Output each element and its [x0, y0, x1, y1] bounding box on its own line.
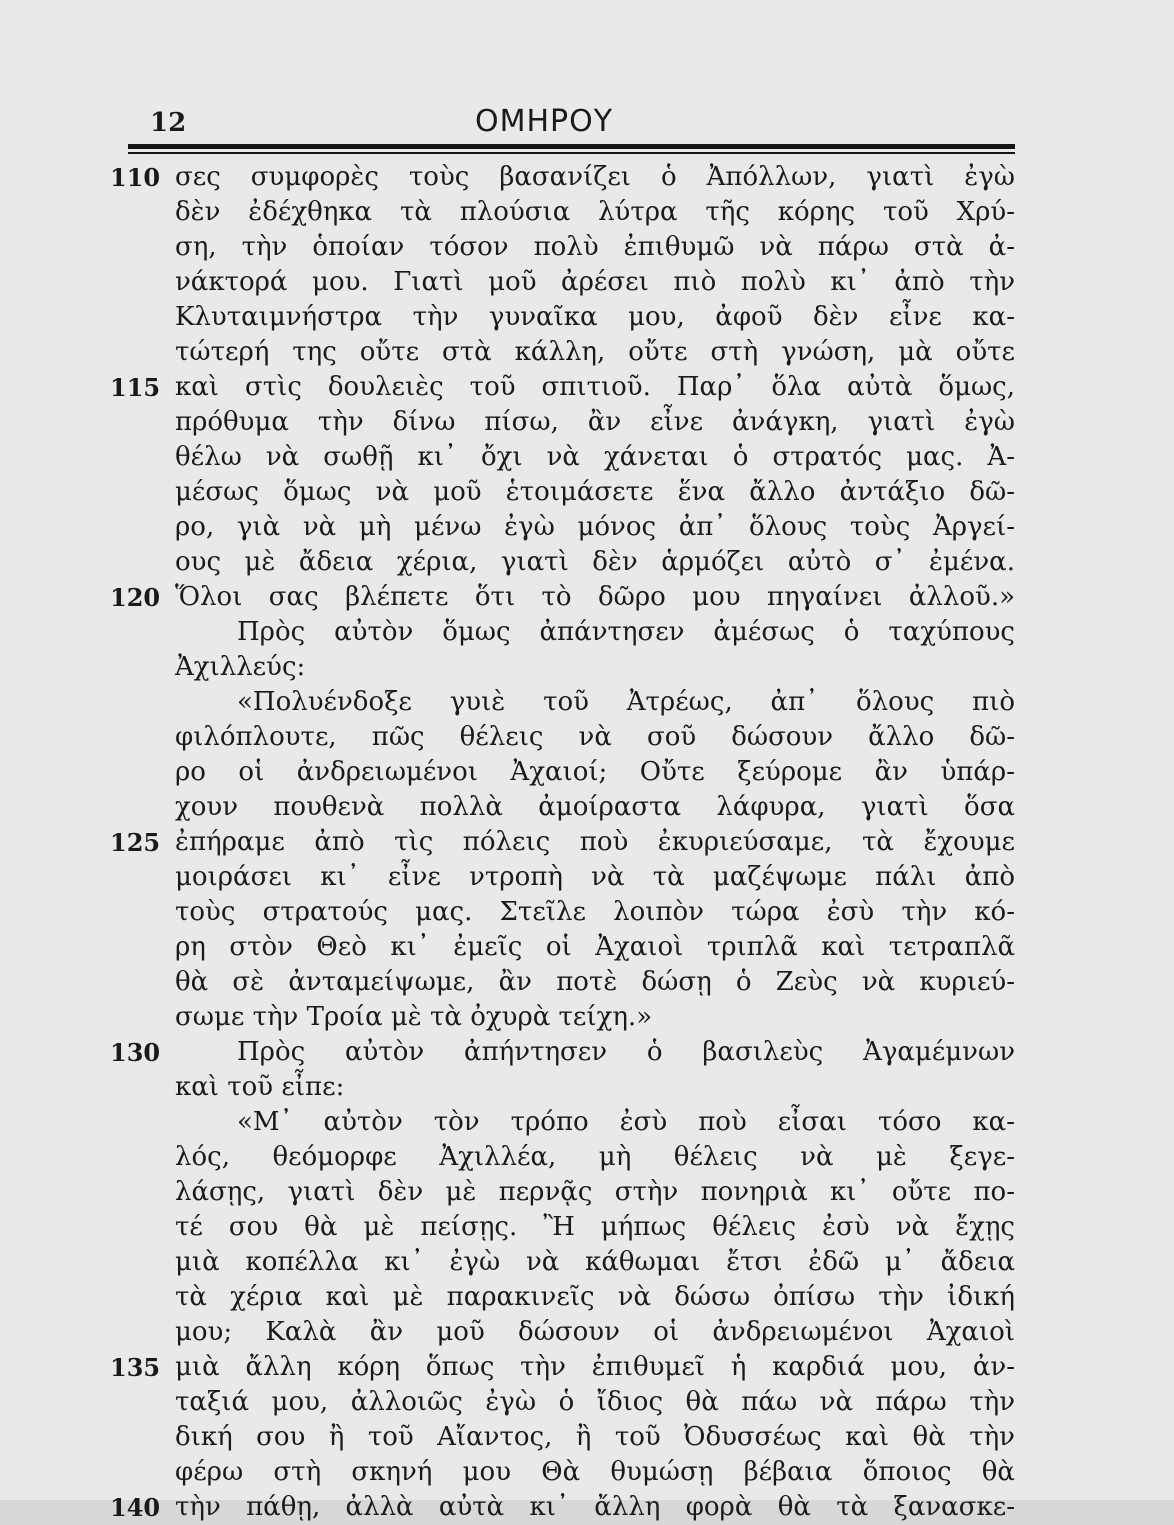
line-number: 110	[110, 163, 161, 192]
line-text: δὲν ἐδέχθηκα τὰ πλούσια λύτρα τῆς κόρης τοῦ Χρύ-	[175, 197, 1015, 227]
line-text: ση, τὴν ὁποίαν τόσον πολὺ ἐπιθυμῶ νὰ πάρω στὰ ἀ-	[175, 232, 1015, 262]
text-line	[110, 230, 1015, 265]
line-text: νάκτορά μου. Γιατὶ μοῦ ἀρέσει πιὸ πολὺ κι᾽ ἀπὸ τὴν	[175, 267, 1015, 297]
line-text: Ὅλοι σας βλέπετε ὅτι τὸ δῶρο μου πηγαίνει ἀλλοῦ.»	[175, 582, 1015, 612]
line-text: σες συμφορὲς τοὺς βασανίζει ὁ Ἀπόλλων, γιατὶ ἐγὼ	[175, 162, 1015, 192]
line-text: καὶ στὶς δουλειὲς τοῦ σπιτιοῦ. Παρ᾽ ὅλα αὐτὰ ὅμως,	[175, 372, 1015, 402]
text-line	[110, 755, 1015, 790]
text-line	[110, 895, 1015, 930]
line-text: μιὰ ἄλλη κόρη ὅπως τὴν ἐπιθυμεῖ ἡ καρδιά μου, ἀν-	[175, 1352, 1015, 1382]
line-text: τώτερή της οὔτε στὰ κάλλη, οὔτε στὴ γνώση, μὰ οὔτε	[175, 337, 1015, 367]
line-number: 120	[110, 583, 161, 612]
line-text: θὰ σὲ ἀνταμείψωμε, ἂν ποτὲ δώσῃ ὁ Ζεὺς νὰ κυριεύ-	[175, 967, 1015, 997]
text-line	[110, 1000, 1015, 1035]
text-line	[110, 1315, 1015, 1350]
line-number: 115	[110, 373, 161, 402]
line-text: ρο, γιὰ νὰ μὴ μένω ἐγὼ μόνος ἀπ᾽ ὅλους τοὺς Ἀργεί-	[175, 512, 1015, 542]
text-line	[110, 1245, 1015, 1280]
line-number: 125	[110, 828, 161, 857]
line-text: Κλυταιμνήστρα τὴν γυναῖκα μου, ἀφοῦ δὲν εἶνε κα-	[175, 302, 1015, 332]
line-text: καὶ τοῦ εἶπε:	[175, 1072, 345, 1102]
line-text: δική σου ἢ τοῦ Αἴαντος, ἢ τοῦ Ὀδυσσέως καὶ θὰ τὴν	[175, 1422, 1015, 1452]
text-line	[110, 1455, 1015, 1490]
text-line	[110, 720, 1015, 755]
text-line	[110, 825, 1015, 860]
text-line	[110, 965, 1015, 1000]
line-text: Πρὸς αὐτὸν ὅμως ἀπάντησεν ἀμέσως ὁ ταχύπους	[237, 617, 1015, 647]
line-text: μοιράσει κι᾽ εἶνε ντροπὴ νὰ τὰ μαζέψωμε πάλι ἀπὸ	[175, 862, 1015, 892]
text-line	[110, 615, 1015, 650]
running-title: ΟΜΗΡΟΥ	[475, 104, 614, 139]
line-text: λός, θεόμορφε Ἀχιλλέα, μὴ θέλεις νὰ μὲ ξεγε-	[175, 1142, 1015, 1172]
line-text: σωμε τὴν Τροία μὲ τὰ ὀχυρὰ τείχη.»	[175, 1002, 653, 1032]
text-line	[110, 510, 1015, 545]
text-line	[110, 1105, 1015, 1140]
text-line	[110, 650, 1015, 685]
text-line	[110, 580, 1015, 615]
text-line	[110, 405, 1015, 440]
line-text: μου; Καλὰ ἂν μοῦ δώσουν οἱ ἀνδρειωμένοι Ἀχαιοὶ	[175, 1317, 1015, 1347]
line-text: Ἀχιλλεύς:	[175, 652, 306, 682]
line-text: «Πολυένδοξε γυιὲ τοῦ Ἀτρέως, ἀπ᾽ ὅλους πιὸ	[237, 687, 1015, 717]
text-line	[110, 930, 1015, 965]
line-text: «Μ᾽ αὐτὸν τὸν τρόπο ἐσὺ ποὺ εἶσαι τόσο κα-	[237, 1107, 1015, 1137]
line-number: 135	[110, 1353, 161, 1382]
line-text: Πρὸς αὐτὸν ἀπήντησεν ὁ βασιλεὺς Ἀγαμέμνων	[237, 1037, 1015, 1067]
page-number: 12	[150, 108, 187, 138]
line-text: φέρω στὴ σκηνή μου Θὰ θυμώσῃ βέβαια ὅποιος θὰ	[175, 1457, 1015, 1487]
body-text	[110, 160, 1015, 1525]
text-line	[110, 1420, 1015, 1455]
line-text: τὰ χέρια καὶ μὲ παρακινεῖς νὰ δώσω ὀπίσω τὴν ἰδική	[175, 1282, 1015, 1312]
line-text: ταξιά μου, ἀλλοιῶς ἐγὼ ὁ ἴδιος θὰ πάω νὰ πάρω τὴν	[175, 1387, 1015, 1417]
line-text: πρόθυμα τὴν δίνω πίσω, ἂν εἶνε ἀνάγκη, γιατὶ ἐγὼ	[175, 407, 1015, 437]
text-line	[110, 475, 1015, 510]
text-line	[110, 1035, 1015, 1070]
text-line	[110, 1175, 1015, 1210]
text-line	[110, 545, 1015, 580]
text-line	[110, 1070, 1015, 1105]
text-line	[110, 195, 1015, 230]
page-header	[150, 100, 1015, 140]
text-line	[110, 370, 1015, 405]
line-text: θέλω νὰ σωθῇ κι᾽ ὄχι νὰ χάνεται ὁ στρατός μας. Ἀ-	[175, 442, 1015, 472]
text-line	[110, 790, 1015, 825]
line-text: ρη στὸν Θεὸ κι᾽ ἐμεῖς οἱ Ἀχαιοὶ τριπλᾶ καὶ τετραπλᾶ	[175, 932, 1015, 962]
line-number: 140	[110, 1493, 161, 1522]
header-rule-thin	[128, 152, 1015, 154]
text-line	[110, 160, 1015, 195]
line-text: ρο οἱ ἀνδρειωμένοι Ἀχαιοί; Οὔτε ξεύρομε ἂν ὑπάρ-	[175, 757, 1015, 787]
text-line	[110, 1210, 1015, 1245]
line-text: ἐπήραμε ἀπὸ τὶς πόλεις ποὺ ἐκυριεύσαμε, τὰ ἔχουμε	[175, 827, 1015, 857]
line-text: ους μὲ ἄδεια χέρια, γιατὶ δὲν ἁρμόζει αὐτὸ σ᾽ ἐμένα.	[175, 547, 1015, 577]
text-line	[110, 1280, 1015, 1315]
line-number: 130	[110, 1038, 161, 1067]
text-line	[110, 335, 1015, 370]
line-text: μέσως ὅμως νὰ μοῦ ἑτοιμάσετε ἕνα ἄλλο ἀντάξιο δῶ-	[175, 477, 1015, 507]
line-text: τὴν πάθῃ, ἀλλὰ αὐτὰ κι᾽ ἄλλη φορὰ θὰ τὰ ξανασκε-	[175, 1492, 1015, 1522]
line-text: φιλόπλουτε, πῶς θέλεις νὰ σοῦ δώσουν ἄλλο δῶ-	[175, 722, 1015, 752]
text-line	[110, 860, 1015, 895]
line-text: μιὰ κοπέλλα κι᾽ ἐγὼ νὰ κάθωμαι ἔτσι ἐδῶ μ᾽ ἄδεια	[175, 1247, 1015, 1277]
text-line	[110, 1350, 1015, 1385]
header-rule-thick	[128, 144, 1015, 149]
text-line	[110, 685, 1015, 720]
line-text: χουν πουθενὰ πολλὰ ἀμοίραστα λάφυρα, γιατὶ ὅσα	[175, 792, 1015, 822]
text-line	[110, 1490, 1015, 1525]
line-text: τέ σου θὰ μὲ πείσῃς. Ἢ μήπως θέλεις ἐσὺ νὰ ἔχῃς	[175, 1212, 1015, 1242]
line-text: λάσῃς, γιατὶ δὲν μὲ περνᾷς στὴν πονηριὰ κι᾽ οὔτε πο-	[175, 1177, 1015, 1207]
text-line	[110, 300, 1015, 335]
text-line	[110, 265, 1015, 300]
text-line	[110, 440, 1015, 475]
text-line	[110, 1385, 1015, 1420]
text-line	[110, 1140, 1015, 1175]
line-text: τοὺς στρατούς μας. Στεῖλε λοιπὸν τώρα ἐσὺ τὴν κό-	[175, 897, 1015, 927]
